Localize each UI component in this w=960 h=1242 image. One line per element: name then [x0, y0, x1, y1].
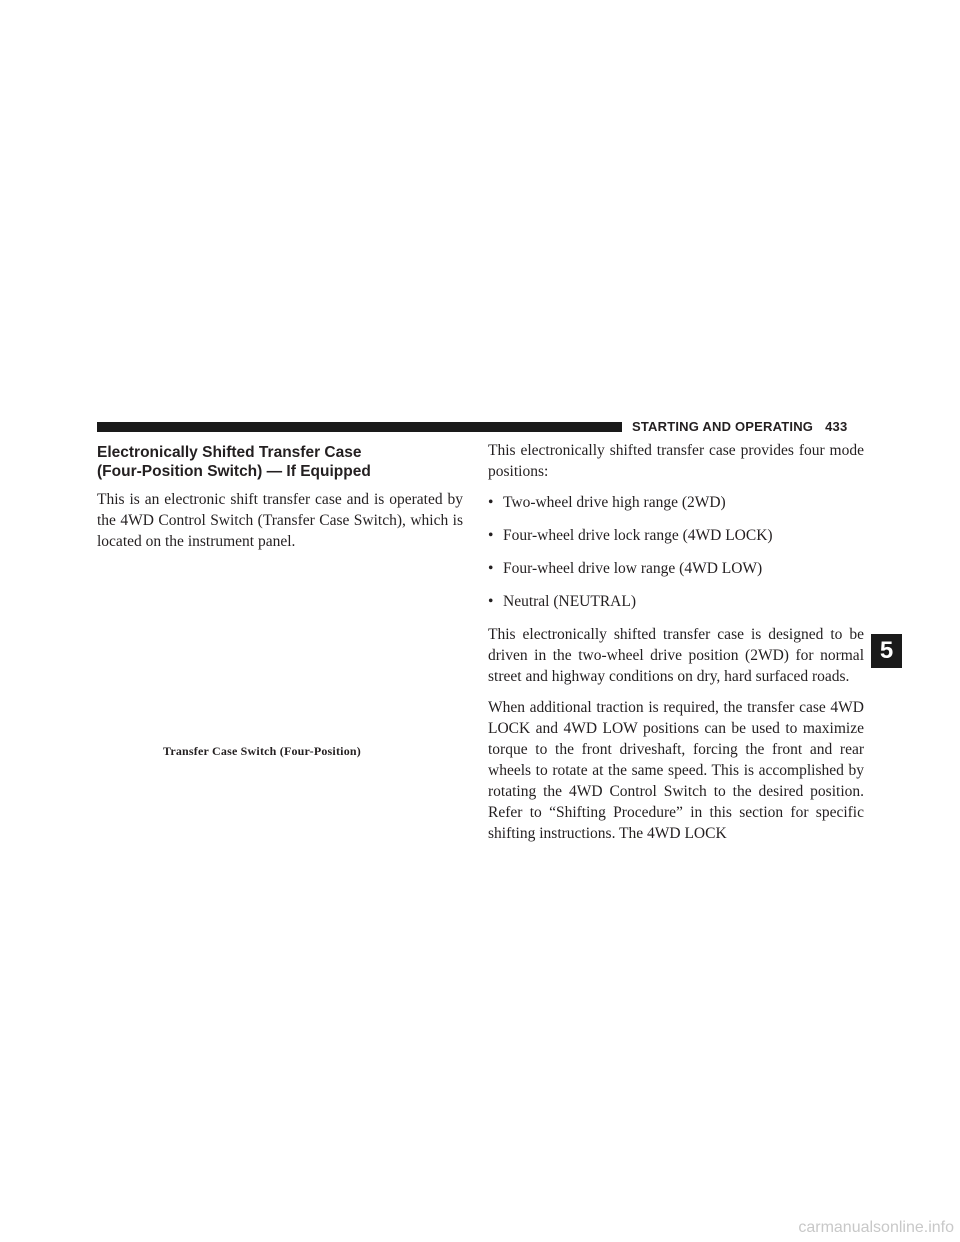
section-heading — [97, 443, 477, 481]
intro-paragraph: This is an electronic shift transfer case and is operated by the 4WD Control Switch (Transfer Case Switch), which is located on the instrument panel. — [97, 491, 463, 550]
bullet-icon: • — [488, 560, 494, 577]
section-title: STARTING AND OPERATING — [632, 419, 814, 434]
modes-intro: This electronically shifted transfer case provides four mode positions: — [488, 442, 864, 480]
chapter-tab: 5 — [871, 634, 902, 668]
heading-line-2: (Four-Position Switch) — If Equipped — [97, 463, 371, 480]
bullet-icon: • — [488, 527, 494, 544]
list-item: • Four-wheel drive lock range (4WD LOCK) — [488, 527, 773, 544]
header-rule — [97, 422, 622, 432]
traction-paragraph: When additional traction is required, the transfer case 4WD LOCK and 4WD LOW positions can be used to maximize torque to the front driveshaft, forcing the front and rear wheels to rotate at the same speed. This is accomplished by rotating the 4WD Control Switch to the desired position. Refer to “Shifting Procedure” in this section for specific shifting instructions. The 4WD LOCK — [488, 699, 864, 842]
list-item: • Four-wheel drive low range (4WD LOW) — [488, 560, 763, 577]
bullet-icon: • — [488, 494, 494, 511]
list-item: • Neutral (NEUTRAL) — [488, 593, 636, 610]
figure-caption: Transfer Case Switch (Four-Position) — [163, 744, 361, 758]
right-column — [488, 440, 864, 854]
running-header — [632, 418, 847, 436]
two-wheel-paragraph: This electronically shifted transfer case is designed to be driven in the two-wheel drive position (2WD) for normal street and highway conditions on dry, hard surfaced roads. — [488, 626, 864, 685]
heading-line-1: Electronically Shifted Transfer Case — [97, 444, 362, 461]
bullet-icon: • — [488, 593, 494, 610]
page-number: 433 — [825, 419, 848, 434]
list-item: • Two-wheel drive high range (2WD) — [488, 494, 726, 511]
mode-list — [488, 492, 864, 612]
watermark: carmanualsonline.info — [798, 1219, 954, 1236]
